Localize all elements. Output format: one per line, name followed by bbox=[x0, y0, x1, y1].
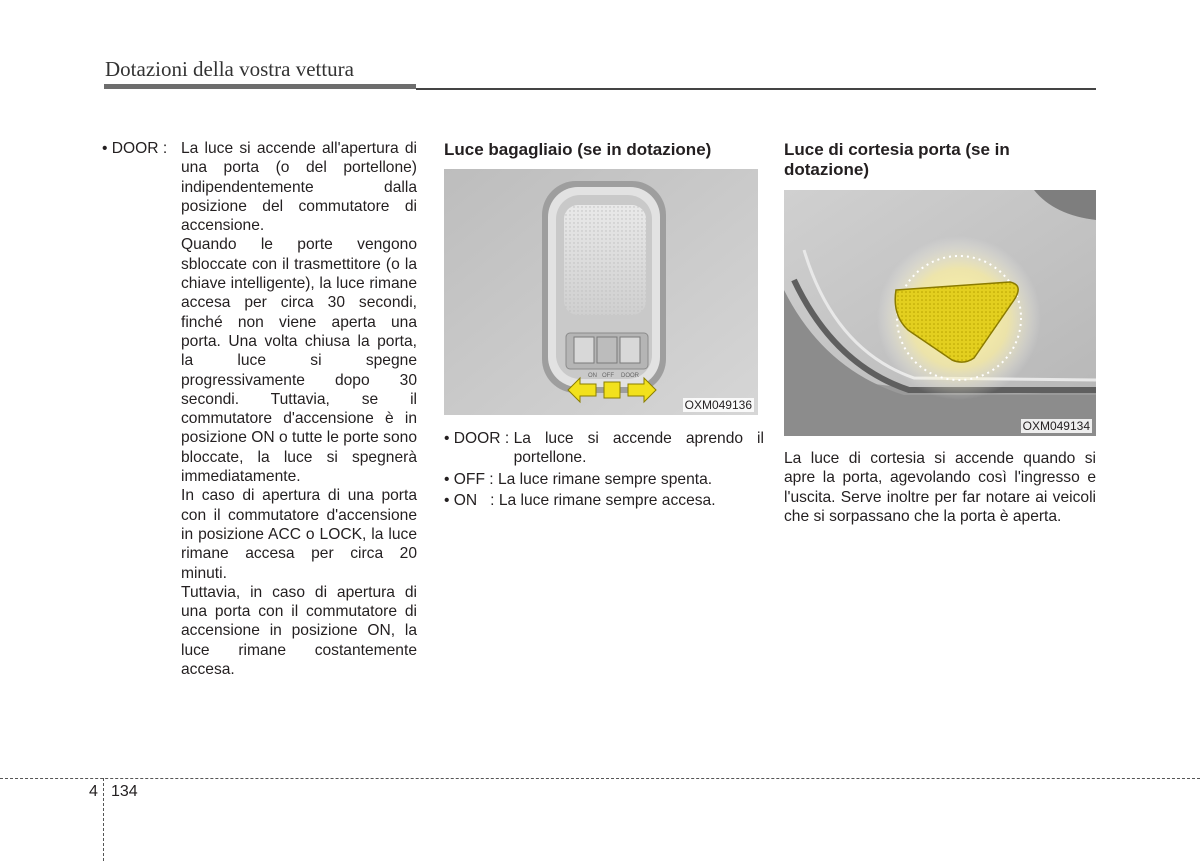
list-item-text: La luce rimane sempre accesa. bbox=[498, 491, 716, 509]
luggage-switch-list bbox=[444, 429, 764, 512]
list-item bbox=[444, 470, 764, 489]
door-bullet bbox=[102, 139, 418, 679]
list-item-text: La luce si accende aprendo il portellone. bbox=[513, 430, 764, 467]
chapter-number: 4 bbox=[89, 783, 98, 800]
list-item bbox=[444, 491, 764, 510]
door-bullet-label: • DOOR : bbox=[102, 140, 172, 157]
courtesy-light-description: La luce di cortesia si accende quando si apre la porta, agevolando così l'ingresso e l'uscita. Serve inoltre per far notare ai veicoli che si sorpassano che la porta è aperta. bbox=[784, 450, 1096, 525]
switch-label-off: OFF bbox=[602, 373, 614, 379]
footer-margin-rule bbox=[103, 778, 104, 861]
figure-code: OXM049136 bbox=[684, 398, 752, 412]
list-item-label: • OFF : bbox=[444, 470, 498, 488]
door-bullet-text: La luce si accende all'apertura di una porta (o del portellone) indipendentemente dalla posizione del commutatore di accensione. bbox=[181, 140, 417, 235]
list-item-label: • DOOR : bbox=[444, 430, 514, 447]
luggage-lamp-illustration bbox=[444, 169, 758, 415]
header-rule-thick bbox=[104, 84, 416, 89]
list-item-label: • ON : bbox=[444, 491, 499, 509]
list-item bbox=[444, 429, 764, 468]
page-number: 134 bbox=[111, 783, 138, 800]
door-courtesy-lamp-illustration bbox=[784, 190, 1096, 436]
switch-label-on: ON bbox=[588, 373, 597, 379]
door-paragraph-on: Tuttavia, in caso di apertura di una porta con il commutatore di accensione in posizione ON, la luce rimane costantemente accesa. bbox=[181, 583, 417, 679]
luggage-light-figure bbox=[444, 169, 758, 415]
switch-label-door: DOOR bbox=[621, 373, 639, 379]
footer-rule bbox=[0, 778, 1200, 779]
courtesy-light-figure bbox=[784, 190, 1096, 436]
square-indicator-icon bbox=[604, 382, 620, 398]
door-paragraph-unlock: Quando le porte vengono sbloccate con il trasmettitore (o la chiave intelligente), la luce rimane accesa per circa 30 secondi, finché non viene aperta una porta. Una volta chiusa la porta, la luce si spegne progressivamente dopo 30 secondi. Tuttavia, se il commutatore d'accensione è in posizione ON o tutte le porte sono bloccate, la luce si spegnerà immediatamente. bbox=[181, 236, 417, 486]
courtesy-light-heading: Luce di cortesia porta (se in dotazione) bbox=[784, 140, 1010, 179]
luggage-light-heading: Luce bagagliaio (se in dotazione) bbox=[444, 140, 712, 159]
door-bullet-body bbox=[181, 139, 417, 679]
list-item-text: La luce rimane sempre spenta. bbox=[497, 470, 713, 488]
header-rule-thin bbox=[416, 88, 1096, 90]
door-description-column bbox=[102, 139, 418, 679]
header-title: Dotazioni della vostra vettura bbox=[105, 57, 354, 81]
figure-code: OXM049134 bbox=[1022, 419, 1090, 433]
door-paragraph-acc: In caso di apertura di una porta con il commutatore d'accensione in posizione ACC o LOCK, la luce rimane accesa per circa 20 minuti. bbox=[181, 487, 417, 582]
